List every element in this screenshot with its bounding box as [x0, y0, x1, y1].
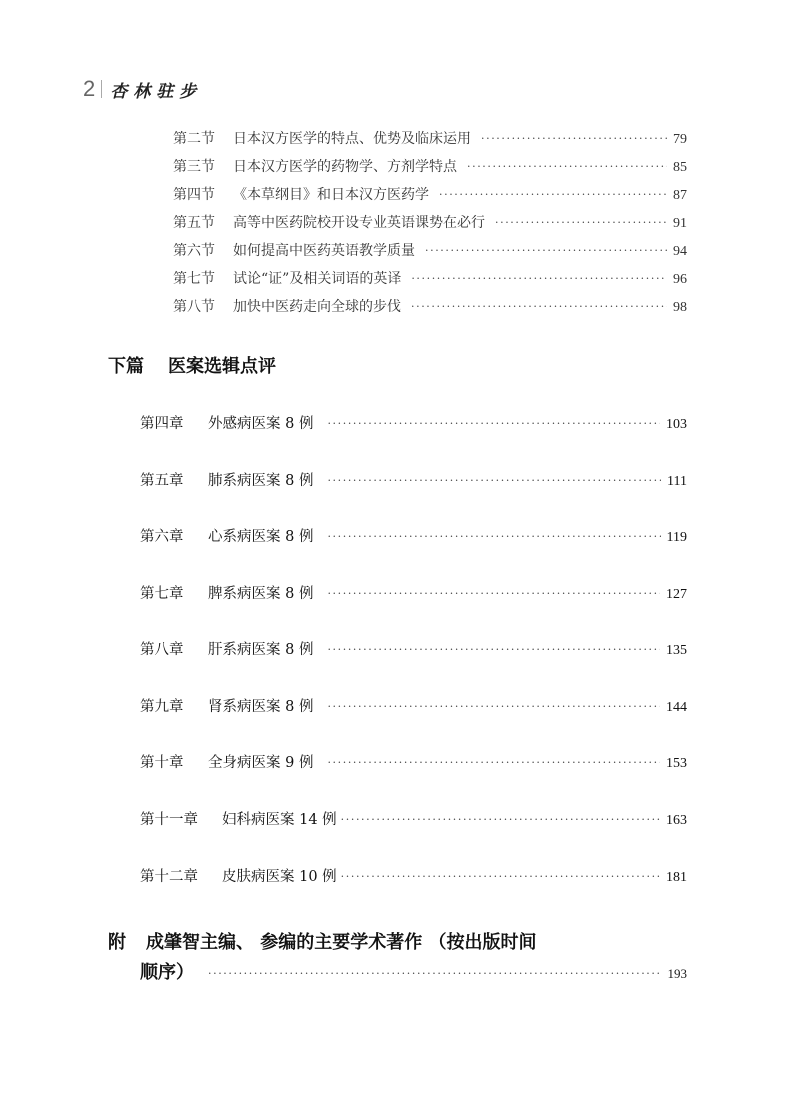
toc-chapter-entry[interactable]	[140, 865, 687, 889]
book-title: 杏林驻步	[110, 81, 203, 102]
dot-leader	[411, 300, 667, 313]
chapter-label: 第十章	[140, 755, 184, 771]
section-title: 《本草纲目》和日本汉方医药学	[233, 187, 429, 203]
chapter-title: 肾系病医案 8 例	[208, 699, 314, 715]
appendix-title-line2: 顺序）	[140, 962, 194, 983]
dot-leader	[481, 132, 667, 145]
header-divider	[101, 80, 102, 98]
appendix-label: 附	[108, 932, 126, 953]
chapter-title: 全身病医案 9 例	[208, 755, 314, 771]
toc-chapter-entry[interactable]	[140, 808, 687, 832]
dot-leader	[327, 417, 660, 430]
chapter-page: 144	[666, 700, 687, 715]
chapter-title: 妇科病医案 14 例	[222, 812, 337, 828]
toc-section-entry[interactable]	[173, 268, 687, 290]
chapter-label: 第八章	[140, 642, 184, 658]
page-number: 2	[83, 76, 96, 101]
chapter-label: 第五章	[140, 473, 184, 489]
section-title: 如何提高中医药英语教学质量	[233, 243, 415, 259]
part-heading	[108, 352, 276, 378]
chapter-page: 127	[666, 587, 687, 602]
dot-leader	[327, 530, 660, 543]
chapter-page: 181	[666, 870, 687, 885]
appendix-continuation[interactable]	[140, 958, 687, 984]
chapter-title: 心系病医案 8 例	[208, 529, 314, 545]
chapter-label: 第九章	[140, 699, 184, 715]
section-title: 试论“证”及相关词语的英译	[233, 271, 402, 287]
toc-section-entry[interactable]	[173, 128, 687, 150]
toc-section-entry[interactable]	[173, 296, 687, 318]
chapter-title: 肺系病医案 8 例	[208, 473, 314, 489]
chapter-label: 第十一章	[140, 812, 198, 828]
section-label: 第五节	[173, 215, 215, 231]
chapter-title: 脾系病医案 8 例	[208, 586, 314, 602]
chapter-page: 111	[667, 474, 687, 489]
appendix-heading[interactable]	[108, 928, 537, 954]
dot-leader	[411, 272, 667, 285]
section-label: 第二节	[173, 131, 215, 147]
chapter-label: 第四章	[140, 416, 184, 432]
chapter-title: 肝系病医案 8 例	[208, 642, 314, 658]
section-page: 91	[673, 216, 687, 231]
chapter-page: 119	[666, 530, 687, 545]
section-page: 94	[673, 244, 687, 259]
chapter-title: 外感病医案 8 例	[208, 416, 314, 432]
section-page: 87	[673, 188, 687, 203]
toc-chapter-entry[interactable]	[140, 695, 687, 719]
dot-leader	[425, 244, 667, 257]
dot-leader	[495, 216, 667, 229]
section-label: 第七节	[173, 271, 215, 287]
section-title: 日本汉方医学的特点、优势及临床运用	[233, 131, 471, 147]
dot-leader	[467, 160, 667, 173]
chapter-page: 135	[666, 643, 687, 658]
chapter-page: 103	[666, 417, 687, 432]
toc-chapter-entry[interactable]	[140, 751, 687, 775]
dot-leader	[341, 813, 660, 826]
toc-chapter-entry[interactable]	[140, 582, 687, 606]
section-page: 98	[673, 300, 687, 315]
section-label: 第六节	[173, 243, 215, 259]
dot-leader	[327, 587, 660, 600]
dot-leader	[327, 643, 660, 656]
section-title: 日本汉方医学的药物学、方剂学特点	[233, 159, 457, 175]
chapter-label: 第七章	[140, 586, 184, 602]
section-page: 85	[673, 160, 687, 175]
toc-chapter-entry[interactable]	[140, 638, 687, 662]
toc-section-entry[interactable]	[173, 212, 687, 234]
dot-leader	[208, 967, 662, 980]
toc-chapter-entry[interactable]	[140, 412, 687, 436]
chapter-label: 第十二章	[140, 869, 198, 885]
dot-leader	[341, 870, 660, 883]
dot-leader	[327, 474, 661, 487]
appendix-page: 193	[667, 966, 687, 981]
toc-section-entry[interactable]	[173, 184, 687, 206]
part-title: 医案选辑点评	[168, 356, 276, 377]
part-label: 下篇	[108, 356, 144, 377]
running-head	[83, 74, 202, 104]
dot-leader	[327, 700, 660, 713]
toc-chapter-entry[interactable]	[140, 469, 687, 493]
dot-leader	[439, 188, 667, 201]
chapter-title: 皮肤病医案 10 例	[222, 869, 337, 885]
chapter-page: 163	[666, 813, 687, 828]
toc-section-entry[interactable]	[173, 240, 687, 262]
section-title: 加快中医药走向全球的步伐	[233, 299, 401, 315]
section-page: 96	[673, 272, 687, 287]
section-label: 第四节	[173, 187, 215, 203]
toc-section-entry[interactable]	[173, 156, 687, 178]
dot-leader	[327, 756, 660, 769]
appendix-title-line1: 成肇智主编、 参编的主要学术著作 （按出版时间	[146, 932, 537, 953]
section-label: 第三节	[173, 159, 215, 175]
section-title: 高等中医药院校开设专业英语课势在必行	[233, 215, 485, 231]
section-page: 79	[673, 132, 687, 147]
section-label: 第八节	[173, 299, 215, 315]
chapter-page: 153	[666, 756, 687, 771]
chapter-label: 第六章	[140, 529, 184, 545]
toc-chapter-entry[interactable]	[140, 525, 687, 549]
